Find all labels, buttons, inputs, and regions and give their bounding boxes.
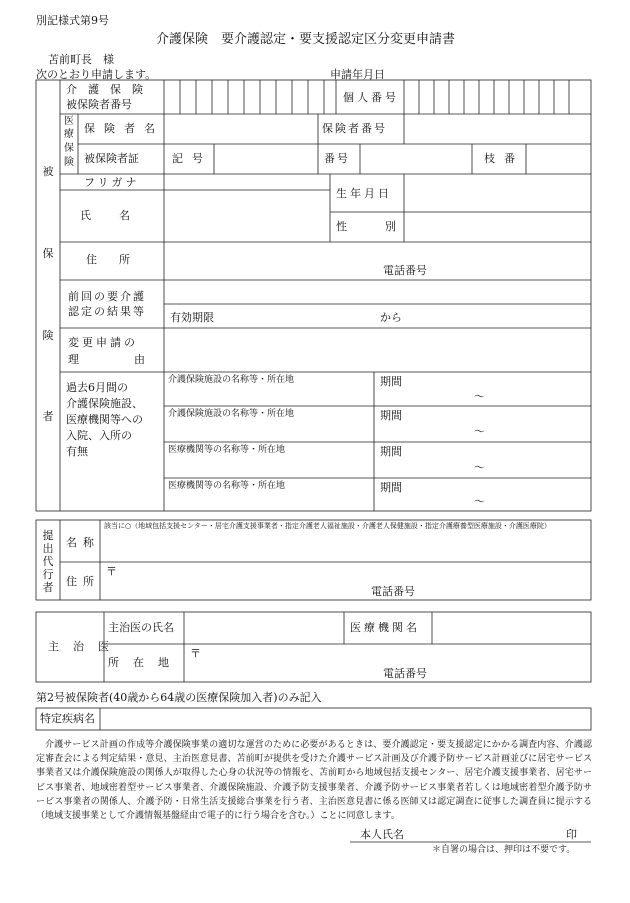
name-field[interactable]: [164, 190, 330, 242]
application-date-label: 申請年月日: [330, 68, 385, 81]
number-label: 番号: [324, 152, 350, 165]
facility-row-1-period-field[interactable]: [374, 372, 591, 406]
insured-number-label-line1: 介 護 保 険: [66, 83, 143, 96]
address-phone-label: 電話番号: [383, 264, 427, 277]
facility-row-1-name-label: 介護保険施設の名称等・所在地: [168, 375, 295, 385]
insured-section-label-2: 保: [42, 247, 54, 260]
facility-row-3-tilde: ～: [474, 461, 485, 474]
medical-insurance-label-4: 険: [64, 157, 74, 168]
facility-row-4-period-field[interactable]: [374, 478, 591, 511]
facility-history-label-line5: 有無: [66, 445, 88, 458]
page-title: 介護保険 要介護認定・要支援認定区分変更申請書: [156, 32, 456, 47]
address-field[interactable]: [164, 242, 591, 280]
signature-note: ＊自署の場合は、押印は不要です。: [432, 845, 576, 855]
insured-card-label: 被保険者証: [84, 152, 139, 165]
agent-address-label: 住所: [66, 575, 100, 588]
request-line: 次のとおり申請します。: [36, 68, 157, 81]
facility-row-2-name-label: 介護保険施設の名称等・所在地: [168, 409, 295, 419]
specified-disease-label: 特定疾病名: [40, 712, 95, 725]
insurer-name-label: 保険者名: [84, 122, 164, 135]
location-label: 所在地: [108, 656, 183, 669]
form-number: 別記様式第9号: [36, 14, 109, 27]
branch-number-label: 枝番: [484, 152, 524, 165]
insurer-number-field[interactable]: [404, 114, 591, 144]
physician-name-label: 主治医の氏名: [108, 621, 174, 634]
facility-history-label-line3: 医療機関等への: [66, 413, 143, 426]
agent-type-note: 該当に○（地域包括支援センター・居宅介護支援事業者・指定介護老人福祉施設・介護老人保健施設・指定介護療養型医療施設・介護医療院）: [104, 522, 551, 530]
facility-row-2-period-field[interactable]: [374, 406, 591, 442]
second-insured-heading: 第2号被保険者(40歳から64歳の医療保険加入者)のみ記入: [36, 691, 322, 704]
facility-row-3-period-field[interactable]: [374, 442, 591, 478]
insured-section-label-1: 被: [42, 165, 54, 178]
agent-phone-label: 電話番号: [371, 585, 415, 598]
consent-text: 介護サービス計画の作成等介護保険事業の適切な運営のために必要があるときは、要介護認定・要支援認定にかかる調査内容、介護認定審査会による判定結果・意見、主治医意見書、苫前町が提供を受けた介護サービス計画及び介護予防サービス計画並びに居宅サービス事業者又は介護保険施設の関係人が取得した心身の状況等の情報を、苫前町から地域包括支援センター、居宅介護支援事業者、居宅サービス事業者、地域密着型サービス事業者、介護保険施設、介護予防支援事業者、介護予防サービス事業者若しくは地域密着型介護予防サービス事業者の関係人、介護予防・日常生活支援総合事業を行う者、主治医意見書に係る医師又は認定調査に従事した調査員に提示する（地域支援事業として介護情報基盤経由で電子的に行う場合を含む。）ことに同意します。: [36, 740, 592, 822]
change-reason-label-line2: 理 由: [68, 353, 145, 366]
agent-section-label-3: 代: [42, 555, 54, 568]
medical-insurance-label-2: 療: [64, 129, 74, 140]
birth-date-field[interactable]: [404, 174, 591, 212]
agent-name-field[interactable]: [100, 532, 591, 562]
individual-number-label: 個人番号: [343, 91, 399, 104]
specified-disease-field[interactable]: [100, 708, 591, 730]
signature-field[interactable]: [410, 826, 560, 842]
facility-row-1-name-field[interactable]: [164, 372, 374, 406]
facility-row-1-tilde: ～: [474, 390, 485, 403]
agent-section-label-4: 行: [42, 568, 54, 581]
from-label: から: [380, 311, 402, 324]
agent-section-label-1: 提: [42, 529, 54, 542]
change-reason-label-line1: 変更申請の: [68, 336, 138, 349]
medical-institution-label: 医療機関名: [350, 621, 420, 634]
insurer-name-field[interactable]: [164, 114, 318, 144]
facility-row-3-name-field[interactable]: [164, 442, 374, 478]
agent-name-label: 名称: [66, 536, 100, 549]
medical-insurance-label-1: 医: [64, 116, 74, 127]
sex-field[interactable]: [404, 212, 591, 242]
insurer-number-label: 保険者番号: [322, 122, 387, 135]
physician-postal-mark: 〒: [190, 647, 201, 660]
medical-institution-field[interactable]: [432, 612, 591, 644]
insured-section-label-4: 者: [42, 410, 54, 423]
valid-period-label: 有効期限: [170, 311, 214, 324]
number-field[interactable]: [360, 144, 472, 174]
physician-name-field[interactable]: [184, 612, 344, 644]
name-label: 氏名: [80, 209, 158, 222]
physician-phone-label: 電話番号: [383, 667, 427, 680]
facility-history-label-line4: 入院、入所の: [66, 429, 132, 442]
facility-row-4-name-label: 医療機関等の名称等・所在地: [168, 481, 286, 491]
signature-label: 本人氏名: [360, 828, 404, 841]
facility-row-4-period-label: 期間: [380, 481, 402, 494]
facility-row-3-period-label: 期間: [380, 445, 402, 458]
facility-row-4-tilde: ～: [474, 495, 485, 508]
facility-row-2-period-label: 期間: [380, 409, 402, 422]
agent-section-label-2: 出: [42, 542, 54, 555]
medical-insurance-label-3: 保: [64, 143, 74, 154]
facility-history-label-line1: 過去6月間の: [66, 381, 128, 394]
insured-number-field[interactable]: [164, 80, 324, 114]
birth-date-label: 生年月日: [336, 187, 392, 200]
agent-section-label-5: 者: [42, 581, 54, 594]
facility-history-label-line2: 介護保険施設、: [66, 397, 143, 410]
previous-result-label-line2: 認定の結果等: [68, 305, 146, 318]
symbol-field[interactable]: [214, 144, 318, 174]
agent-address-field[interactable]: [100, 562, 591, 600]
individual-number-field[interactable]: [404, 80, 591, 114]
facility-row-2-name-field[interactable]: [164, 406, 374, 442]
sex-label: 性別: [336, 220, 434, 233]
seal-label: 印: [566, 828, 577, 841]
insured-section-label-3: 険: [42, 329, 54, 342]
facility-row-2-tilde: ～: [474, 425, 485, 438]
change-reason-field[interactable]: [164, 328, 591, 372]
furigana-label: フリガナ: [84, 176, 140, 189]
furigana-field[interactable]: [164, 174, 330, 190]
facility-row-4-name-field[interactable]: [164, 478, 374, 511]
addressee: 苫前町長 様: [48, 53, 114, 66]
facility-row-3-name-label: 医療機関等の名称等・所在地: [168, 445, 286, 455]
previous-result-label-line1: 前回の要介護: [68, 290, 146, 303]
agent-postal-mark: 〒: [106, 565, 117, 578]
physician-section-label: 主治医: [48, 640, 123, 653]
branch-number-field[interactable]: [526, 144, 591, 174]
address-label: 住所: [86, 253, 152, 266]
symbol-label: 記号: [172, 152, 212, 165]
insured-number-label-line2: 被保険者番号: [66, 98, 132, 111]
previous-result-field[interactable]: [164, 280, 591, 304]
facility-row-1-period-label: 期間: [380, 375, 402, 388]
